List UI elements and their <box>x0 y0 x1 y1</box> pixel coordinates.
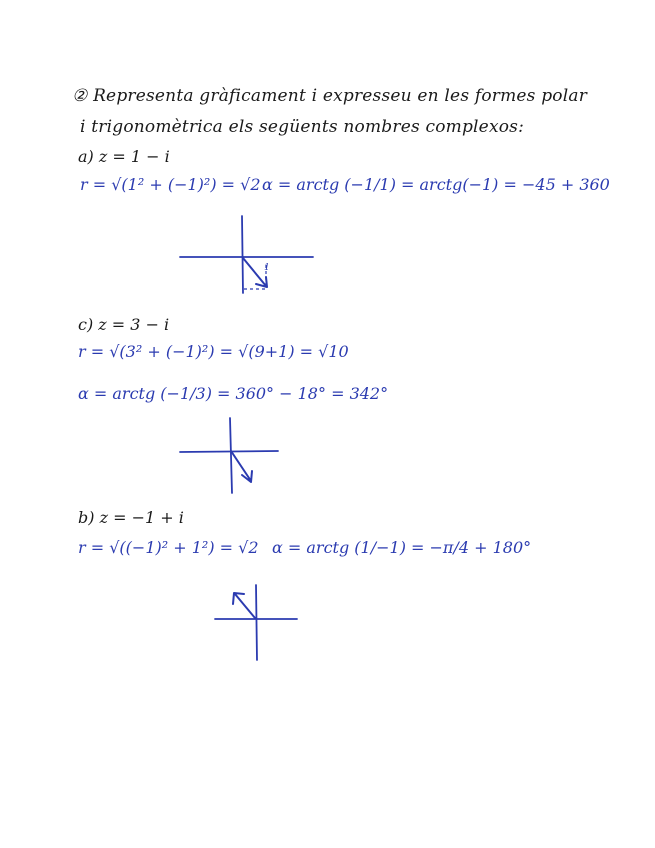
sketch-b-imaginary-axis <box>256 585 257 660</box>
sketch-a-complex-plane <box>180 216 313 293</box>
part-c-label: c) z = 3 − i <box>78 315 170 334</box>
problem-number: ② <box>72 86 88 106</box>
part-b-label: b) z = −1 + i <box>78 508 184 527</box>
statement-text-1: Representa gràficament i expresseu en les formes polar <box>93 86 588 106</box>
part-b-modulus: r = √((−1)² + 1²) = √2 <box>78 538 259 557</box>
sketch-c-imaginary-axis <box>230 418 232 493</box>
sketch-c-real-axis <box>180 451 278 452</box>
sketch-c-complex-plane <box>180 418 278 493</box>
part-a-modulus: r = √(1² + (−1)²) = √2 <box>80 175 261 194</box>
part-b-argument: α = arctg (1/−1) = −π/4 + 180° <box>272 538 532 557</box>
part-c-modulus: r = √(3² + (−1)²) = √(9+1) = √10 <box>78 342 349 361</box>
sketch-a-tick-label: 1 <box>264 263 270 273</box>
part-a-argument: α = arctg (−1/1) = arctg(−1) = −45 + 360 <box>262 175 610 194</box>
problem-statement-line-2: i trigonomètrica els següents nombres complexos: <box>80 117 525 137</box>
sketch-a-imaginary-axis <box>242 216 243 293</box>
sketch-b-vector-arrow <box>233 593 255 618</box>
sketch-c-vector-arrow <box>231 451 252 482</box>
part-c-argument: α = arctg (−1/3) = 360° − 18° = 342° <box>78 384 389 403</box>
sketch-b-complex-plane <box>215 585 297 660</box>
part-a-label: a) z = 1 − i <box>78 147 170 166</box>
